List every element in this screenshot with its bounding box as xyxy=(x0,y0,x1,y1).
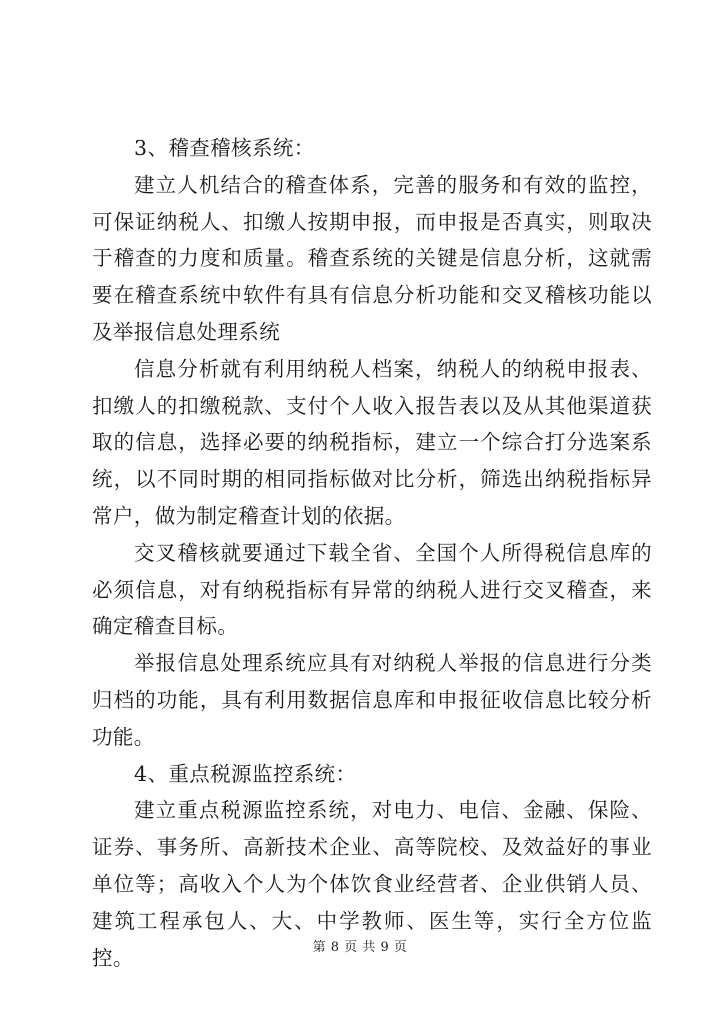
paragraph-cross-audit: 交叉稽核就要通过下载全省、全国个人所得税信息库的必须信息，对有纳税指标有异常的纳税人进行交叉稽查，来确定稽查目标。 xyxy=(92,540,652,639)
paragraph-audit-overview: 建立人机结合的稽查体系，完善的服务和有效的监控，可保证纳税人、扣缴人按期申报，而申报是否真实，则取决于稽查的力度和质量。稽查系统的关键是信息分析，这就需要在稽查系统中软件有具有信息分析功能和交叉稽核功能以及举报信息处理系统 xyxy=(92,172,652,344)
section-heading-key-tax-source: 4、重点税源监控系统： xyxy=(134,761,357,786)
paragraph-information-analysis: 信息分析就有利用纳税人档案，纳税人的纳税申报表、扣缴人的扣缴税款、支付个人收入报告表以及从其他渠道获取的信息，选择必要的纳税指标，建立一个综合打分选案系统，以不同时期的相同指标做对比分析，筛选出纳税指标异常户，做为制定稽查计划的依据。 xyxy=(92,356,652,528)
page-number-footer: 第 8 页 共 9 页 xyxy=(312,940,408,955)
document-body xyxy=(92,130,652,976)
paragraph-report-handling: 举报信息处理系统应具有对纳税人举报的信息进行分类归档的功能，具有利用数据信息库和申报征收信息比较分析功能。 xyxy=(92,651,652,749)
paragraph-key-tax-source-monitoring: 建立重点税源监控系统，对电力、电信、金融、保险、证券、事务所、高新技术企业、高等院校、及效益好的事业单位等；高收入个人为个体饮食业经营者、企业供销人员、建筑工程承包人、大、中学教师、医生等，实行全方位监控。 xyxy=(92,798,652,970)
section-heading-audit-system: 3、稽查稽核系统： xyxy=(134,136,315,160)
